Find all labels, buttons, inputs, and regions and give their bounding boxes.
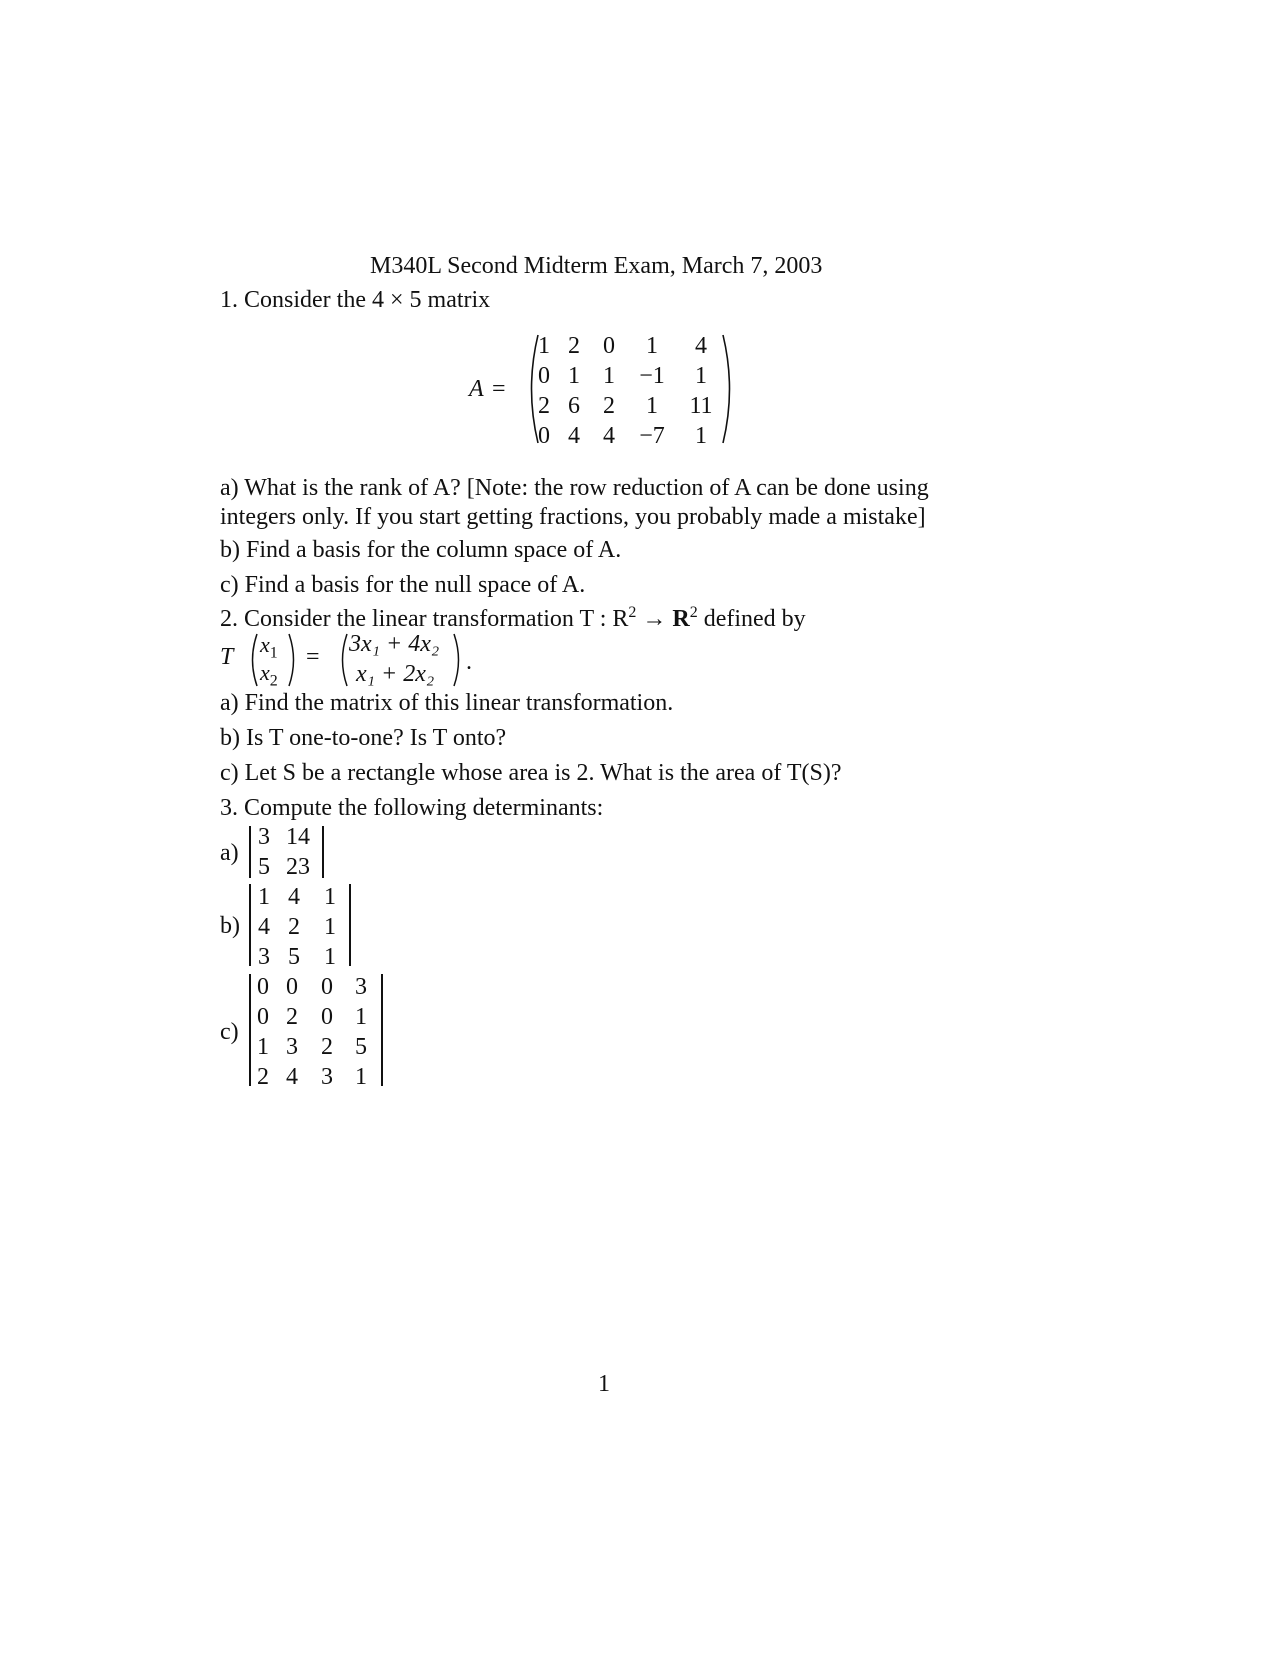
det-a-matrix xyxy=(252,822,320,882)
det-cell: 5 xyxy=(288,944,300,970)
det-cell: 2 xyxy=(288,914,300,940)
matrix-cell: 4 xyxy=(568,423,580,449)
q1-part-b: b) Find a basis for the column space of A. xyxy=(220,537,622,563)
matrix-a-row xyxy=(532,361,724,391)
matrix-cell: 1 xyxy=(646,393,658,419)
matrix-cell: 1 xyxy=(695,423,707,449)
det-cell: 1 xyxy=(324,914,336,940)
det-cell: 1 xyxy=(258,884,270,910)
matrix-cell: 0 xyxy=(603,333,615,359)
det-a-row xyxy=(252,852,320,882)
det-c-row xyxy=(252,1032,378,1062)
det-cell: 3 xyxy=(258,824,270,850)
q2-part-c: c) Let S be a rectangle whose area is 2. What is the area of T(S)? xyxy=(220,760,842,786)
matrix-cell: 0 xyxy=(538,363,550,389)
det-cell: 0 xyxy=(321,974,333,1000)
q2-x1-var: x xyxy=(260,632,270,657)
q1-intro-pre: Consider the 4 xyxy=(244,287,384,313)
det-cell: 23 xyxy=(286,854,310,880)
det-b-row xyxy=(252,882,348,912)
det-cell: 1 xyxy=(257,1034,269,1060)
det-cell: 4 xyxy=(258,914,270,940)
det-c-row xyxy=(252,1062,378,1092)
q2-intro-post: defined by xyxy=(703,606,806,632)
q2-output-left-paren xyxy=(337,632,349,688)
q3-intro: 3. Compute the following determinants: xyxy=(220,795,604,821)
q1-intro-post: 5 matrix xyxy=(409,287,491,313)
q2-t-symbol: T xyxy=(220,644,234,670)
det-c-row xyxy=(252,972,378,1002)
det-cell: 2 xyxy=(257,1064,269,1090)
det-cell: 14 xyxy=(286,824,310,850)
q2-sup-1: 2 xyxy=(628,604,637,621)
q2-x2-sub: 2 xyxy=(269,672,278,690)
matrix-cell: 2 xyxy=(538,393,550,419)
det-cell: 0 xyxy=(257,1004,269,1030)
matrix-a xyxy=(532,331,724,451)
det-cell: 3 xyxy=(258,944,270,970)
det-c-row xyxy=(252,1002,378,1032)
det-cell: 4 xyxy=(286,1064,298,1090)
det-c-left-bar xyxy=(249,974,251,1086)
det-a-row xyxy=(252,822,320,852)
q2-output-row2: x₁ + 2x₂ xyxy=(356,661,435,687)
q3-a-label: a) xyxy=(220,840,239,866)
det-cell: 1 xyxy=(324,944,336,970)
q3-c-label: c) xyxy=(220,1019,239,1045)
det-c-matrix xyxy=(252,972,378,1092)
matrix-cell: 1 xyxy=(568,363,580,389)
q2-arrow: → xyxy=(642,606,667,632)
matrix-cell: 1 xyxy=(603,363,615,389)
det-cell: 0 xyxy=(257,974,269,1000)
det-cell: 1 xyxy=(355,1064,367,1090)
det-b-matrix xyxy=(252,882,348,972)
matrix-a-row xyxy=(532,391,724,421)
q1-part-a-line1: a) What is the rank of A? [Note: the row reduction of A can be done using xyxy=(220,475,929,501)
q2-codomain: R xyxy=(672,606,690,632)
matrix-cell: −7 xyxy=(639,423,665,449)
det-cell: 5 xyxy=(355,1034,367,1060)
matrix-cell: 4 xyxy=(603,423,615,449)
q2-period: . xyxy=(466,649,472,675)
q2-part-a: a) Find the matrix of this linear transformation. xyxy=(220,690,674,716)
q2-input-x1 xyxy=(260,632,278,662)
det-b-row xyxy=(252,912,348,942)
det-cell: 3 xyxy=(321,1064,333,1090)
q2-equals: = xyxy=(306,644,320,670)
q1-part-c: c) Find a basis for the null space of A. xyxy=(220,572,586,598)
q2-sup-2: 2 xyxy=(689,604,698,621)
matrix-cell: 1 xyxy=(538,333,550,359)
det-cell: 3 xyxy=(286,1034,298,1060)
q3-b-label: b) xyxy=(220,913,240,939)
det-b-left-bar xyxy=(249,884,251,966)
matrix-a-name: A xyxy=(469,376,484,402)
q2-input-x2 xyxy=(260,660,278,690)
matrix-cell: 4 xyxy=(695,333,707,359)
page-title: M340L Second Midterm Exam, March 7, 2003 xyxy=(370,253,823,279)
det-cell: 0 xyxy=(286,974,298,1000)
det-cell: 3 xyxy=(355,974,367,1000)
det-b-right-bar xyxy=(349,884,351,966)
q2-intro xyxy=(220,604,806,632)
matrix-a-equals: = xyxy=(492,376,506,402)
det-c-right-bar xyxy=(381,974,383,1086)
q2-intro-pre: 2. Consider the linear transformation T : R xyxy=(220,606,629,632)
det-cell: 0 xyxy=(321,1004,333,1030)
q2-x1-sub: 1 xyxy=(269,644,278,662)
det-cell: 1 xyxy=(355,1004,367,1030)
det-b-row xyxy=(252,942,348,972)
matrix-cell: 1 xyxy=(695,363,707,389)
q1-number: 1. xyxy=(220,287,238,313)
q2-x2-var: x xyxy=(260,660,270,685)
matrix-a-row xyxy=(532,331,724,361)
q2-output-row1: 3x₁ + 4x₂ xyxy=(349,631,440,657)
det-a-right-bar xyxy=(322,826,324,878)
q1-times: × xyxy=(389,287,404,313)
det-cell: 4 xyxy=(288,884,300,910)
q1-intro xyxy=(220,288,490,312)
q2-output-right-paren xyxy=(452,632,464,688)
matrix-cell: 6 xyxy=(568,393,580,419)
matrix-a-row xyxy=(532,421,724,451)
det-cell: 2 xyxy=(286,1004,298,1030)
matrix-cell: 11 xyxy=(689,393,713,419)
matrix-cell: 2 xyxy=(568,333,580,359)
q2-part-b: b) Is T one-to-one? Is T onto? xyxy=(220,725,507,751)
matrix-cell: 1 xyxy=(646,333,658,359)
det-a-left-bar xyxy=(249,826,251,878)
det-cell: 5 xyxy=(258,854,270,880)
matrix-cell: −1 xyxy=(639,363,665,389)
det-cell: 2 xyxy=(321,1034,333,1060)
q2-input-left-paren xyxy=(247,632,259,688)
q1-part-a-line2: integers only. If you start getting fractions, you probably made a mistake] xyxy=(220,504,926,530)
page-number: 1 xyxy=(598,1371,610,1397)
q2-input-right-paren xyxy=(287,632,299,688)
matrix-cell: 0 xyxy=(538,423,550,449)
det-cell: 1 xyxy=(324,884,336,910)
matrix-cell: 2 xyxy=(603,393,615,419)
